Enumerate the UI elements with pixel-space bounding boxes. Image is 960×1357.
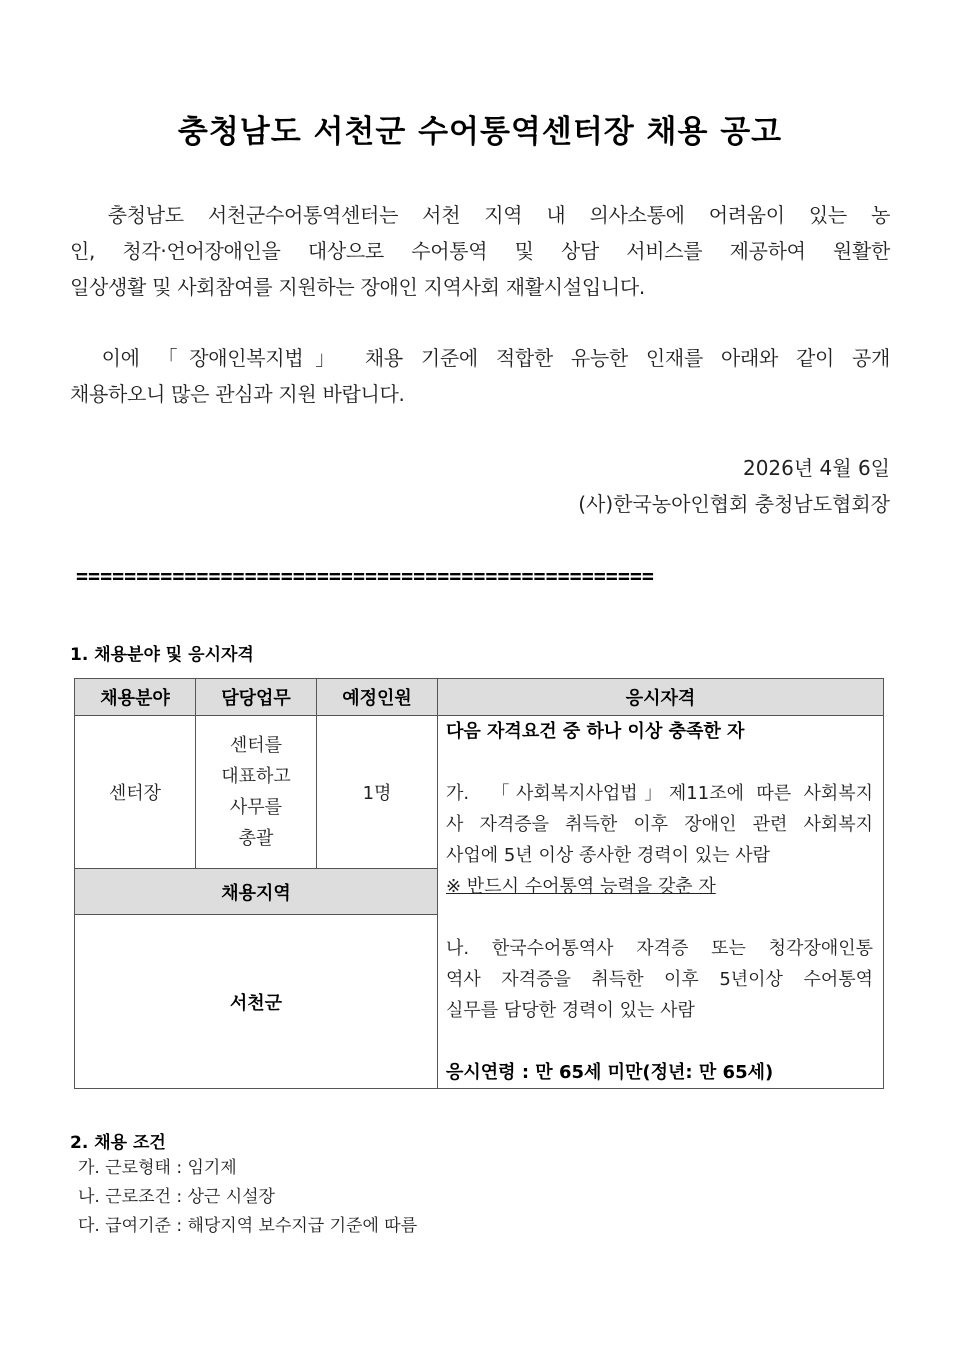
- recruitment-table: [74, 678, 884, 1089]
- qualification-note: ※ 반드시 수어통역 능력을 갖춘 자: [446, 876, 716, 897]
- section-2-title: 2. 채용 조건: [70, 1133, 166, 1153]
- qualification-b-line: 실무를 담당한 경력이 있는 사람: [446, 1000, 695, 1021]
- duties-line: 사무를: [229, 796, 283, 818]
- intro-line: 일상생활 및 사회참여를 지원하는 장애인 지역사회 재활시설입니다.: [70, 275, 645, 299]
- issuing-organization: (사)한국농아인협회 충청남도협회장: [578, 492, 890, 516]
- page-title: 충청남도 서천군 수어통역센터장 채용 공고: [177, 114, 783, 150]
- qualification-a-line: 사 자격증을 취득한 이후 장애인 관련 사회복지: [446, 814, 873, 835]
- employment-conditions: [78, 1154, 417, 1241]
- qualification-b-line: 나. 한국수어통역사 자격증 또는 청각장애인통: [446, 938, 873, 959]
- duties-line: 총괄: [238, 827, 274, 849]
- qualification-a-line: 가. 「사회복지사업법」제11조에 따른 사회복지: [446, 783, 873, 804]
- qualifications-heading: 다음 자격요건 중 하나 이상 충족한 자: [446, 721, 745, 742]
- header-headcount: 예정인원: [317, 679, 438, 716]
- field-value: 센터장: [75, 716, 196, 869]
- header-qualifications: 응시자격: [438, 679, 884, 716]
- separator-line: ================================================: [76, 564, 654, 588]
- qualifications-cell: [438, 716, 884, 1089]
- intro-paragraph-2: [70, 340, 890, 412]
- duties-line: 센터를: [229, 734, 283, 756]
- region-value: 서천군: [75, 915, 438, 1089]
- intro-line: 채용하오니 많은 관심과 지원 바랍니다.: [70, 382, 405, 406]
- table-row: [75, 716, 884, 869]
- region-header: 채용지역: [75, 868, 438, 914]
- header-field: 채용분야: [75, 679, 196, 716]
- intro-line: 이에 「장애인복지법」 채용 기준에 적합한 유능한 인재를 아래와 같이 공개: [70, 346, 890, 370]
- header-duties: 담당업무: [196, 679, 317, 716]
- duties-value: [196, 716, 317, 869]
- intro-line: 인, 청각·언어장애인을 대상으로 수어통역 및 상담 서비스를 제공하여 원활한: [70, 239, 890, 263]
- condition-item: 나. 근로조건 : 상근 시설장: [78, 1187, 275, 1207]
- announcement-date: 2026년 4월 6일: [742, 456, 890, 480]
- age-requirement: 응시연령 : 만 65세 미만(정년: 만 65세): [446, 1062, 774, 1083]
- headcount-value: 1명: [317, 716, 438, 869]
- section-1-title: 1. 채용분야 및 응시자격: [70, 645, 254, 665]
- qualification-a-line: 사업에 5년 이상 종사한 경력이 있는 사람: [446, 845, 770, 866]
- table-header-row: [75, 679, 884, 716]
- duties-line: 대표하고: [221, 765, 291, 787]
- intro-line: 충청남도 서천군수어통역센터는 서천 지역 내 의사소통에 어려움이 있는 농: [70, 203, 890, 227]
- condition-item: 가. 근로형태 : 임기제: [78, 1158, 237, 1178]
- qualification-b-line: 역사 자격증을 취득한 이후 5년이상 수어통역: [446, 969, 873, 990]
- condition-item: 다. 급여기준 : 해당지역 보수지급 기준에 따름: [78, 1216, 418, 1236]
- intro-paragraph-1: [70, 197, 890, 305]
